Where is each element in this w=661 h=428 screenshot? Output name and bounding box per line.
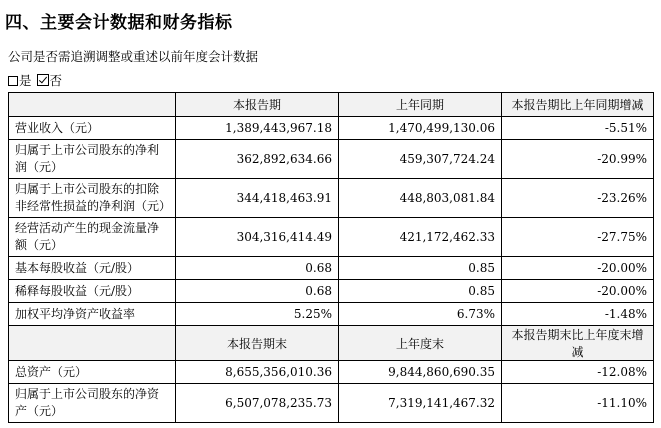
header-change-period-end: 本报告期末比上年度末增减 [502, 326, 654, 361]
header-prior-year-end: 上年度末 [339, 326, 502, 361]
change-value: -11.10% [502, 384, 654, 423]
header-change: 本报告期比上年同期增减 [502, 93, 654, 117]
row-label: 归属于上市公司股东的净利润（元） [9, 140, 176, 179]
choice-no-label: 否 [49, 73, 63, 88]
current-value: 6,507,078,235.73 [176, 384, 339, 423]
table-row [9, 140, 654, 179]
prior-value: 0.85 [339, 257, 502, 280]
section-title: 四、主要会计数据和财务指标 [5, 13, 233, 33]
header-current-period: 本报告期 [176, 93, 339, 117]
unchecked-box-icon [8, 76, 18, 86]
prior-value: 7,319,141,467.32 [339, 384, 502, 423]
current-value: 5.25% [176, 303, 339, 326]
prior-value: 459,307,724.24 [339, 140, 502, 179]
row-label: 加权平均净资产收益率 [9, 303, 176, 326]
table-subheader-row [9, 326, 654, 361]
change-value: -20.00% [502, 257, 654, 280]
change-value: -20.99% [502, 140, 654, 179]
table-row [9, 117, 654, 140]
header-current-period-end: 本报告期末 [176, 326, 339, 361]
table-row [9, 280, 654, 303]
change-value: -20.00% [502, 280, 654, 303]
table-row [9, 303, 654, 326]
table-row [9, 218, 654, 257]
current-value: 344,418,463.91 [176, 179, 339, 218]
change-value: -27.75% [502, 218, 654, 257]
table-row [9, 384, 654, 423]
row-label: 营业收入（元） [9, 117, 176, 140]
choice-yes-label: 是 [19, 73, 32, 88]
restate-question: 公司是否需追溯调整或重述以前年度会计数据 [8, 49, 259, 64]
row-label: 稀释每股收益（元/股） [9, 280, 176, 303]
row-label: 基本每股收益（元/股） [9, 257, 176, 280]
change-value: -23.26% [502, 179, 654, 218]
table-row [9, 179, 654, 218]
prior-value: 421,172,462.33 [339, 218, 502, 257]
prior-value: 448,803,081.84 [339, 179, 502, 218]
restate-choice [8, 71, 62, 89]
current-value: 8,655,356,010.36 [176, 361, 339, 384]
current-value: 362,892,634.66 [176, 140, 339, 179]
header-blank [9, 93, 176, 117]
current-value: 0.68 [176, 280, 339, 303]
row-label: 总资产（元） [9, 361, 176, 384]
checked-box-icon [37, 74, 49, 86]
current-value: 0.68 [176, 257, 339, 280]
table-header-row [9, 93, 654, 117]
prior-value: 9,844,860,690.35 [339, 361, 502, 384]
financial-indicators-table [8, 92, 654, 423]
header-prior-period: 上年同期 [339, 93, 502, 117]
row-label: 归属于上市公司股东的扣除非经常性损益的净利润（元） [9, 179, 176, 218]
table-row [9, 257, 654, 280]
prior-value: 0.85 [339, 280, 502, 303]
current-value: 1,389,443,967.18 [176, 117, 339, 140]
change-value: -5.51% [502, 117, 654, 140]
change-value: -12.08% [502, 361, 654, 384]
prior-value: 1,470,499,130.06 [339, 117, 502, 140]
table-row [9, 361, 654, 384]
row-label: 归属于上市公司股东的净资产（元） [9, 384, 176, 423]
row-label: 经营活动产生的现金流量净额（元） [9, 218, 176, 257]
header-blank [9, 326, 176, 361]
change-value: -1.48% [502, 303, 654, 326]
current-value: 304,316,414.49 [176, 218, 339, 257]
prior-value: 6.73% [339, 303, 502, 326]
